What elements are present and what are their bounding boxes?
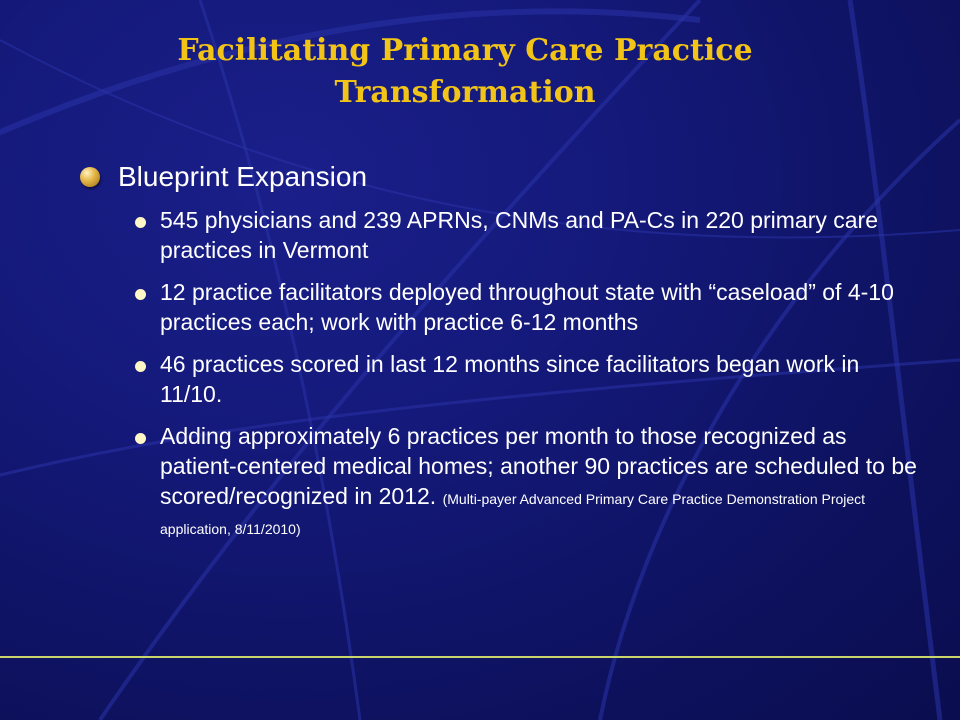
- title-line-1: Facilitating Primary Care Practice: [177, 33, 753, 68]
- bullet-dot-icon: [135, 217, 146, 228]
- bullet-item: [80, 349, 920, 409]
- bullet-text: Adding approximately 6 practices per month to those recognized as patient-centered medical homes; another 90 practices are scheduled to be scored/recognized in 2012.: [160, 423, 917, 509]
- gold-bullet-icon: [80, 167, 100, 187]
- bullet-dot-icon: [135, 433, 146, 444]
- bullet-item: [80, 421, 920, 541]
- bullet-text: 12 practice facilitators deployed throughout state with “caseload” of 4-10 practices each; work with practice 6-12 months: [160, 279, 894, 335]
- bullet-dot-icon: [135, 289, 146, 300]
- heading-item: [80, 155, 920, 199]
- bullet-item: [80, 205, 920, 265]
- section-heading: Blueprint Expansion: [118, 161, 368, 192]
- bullet-text: 545 physicians and 239 APRNs, CNMs and PA-Cs in 220 primary care practices in Vermont: [160, 207, 879, 263]
- bullet-dot-icon: [135, 361, 146, 372]
- bullet-item: [80, 277, 920, 337]
- slide-title: [60, 30, 870, 114]
- bullet-text: 46 practices scored in last 12 months since facilitators began work in 11/10.: [160, 351, 860, 407]
- slide-content: [80, 155, 920, 553]
- title-line-2: Transformation: [334, 75, 596, 110]
- citation-text: (Multi-payer Advanced Primary Care Practice Demonstration Project application, 8/11/2010): [160, 491, 866, 537]
